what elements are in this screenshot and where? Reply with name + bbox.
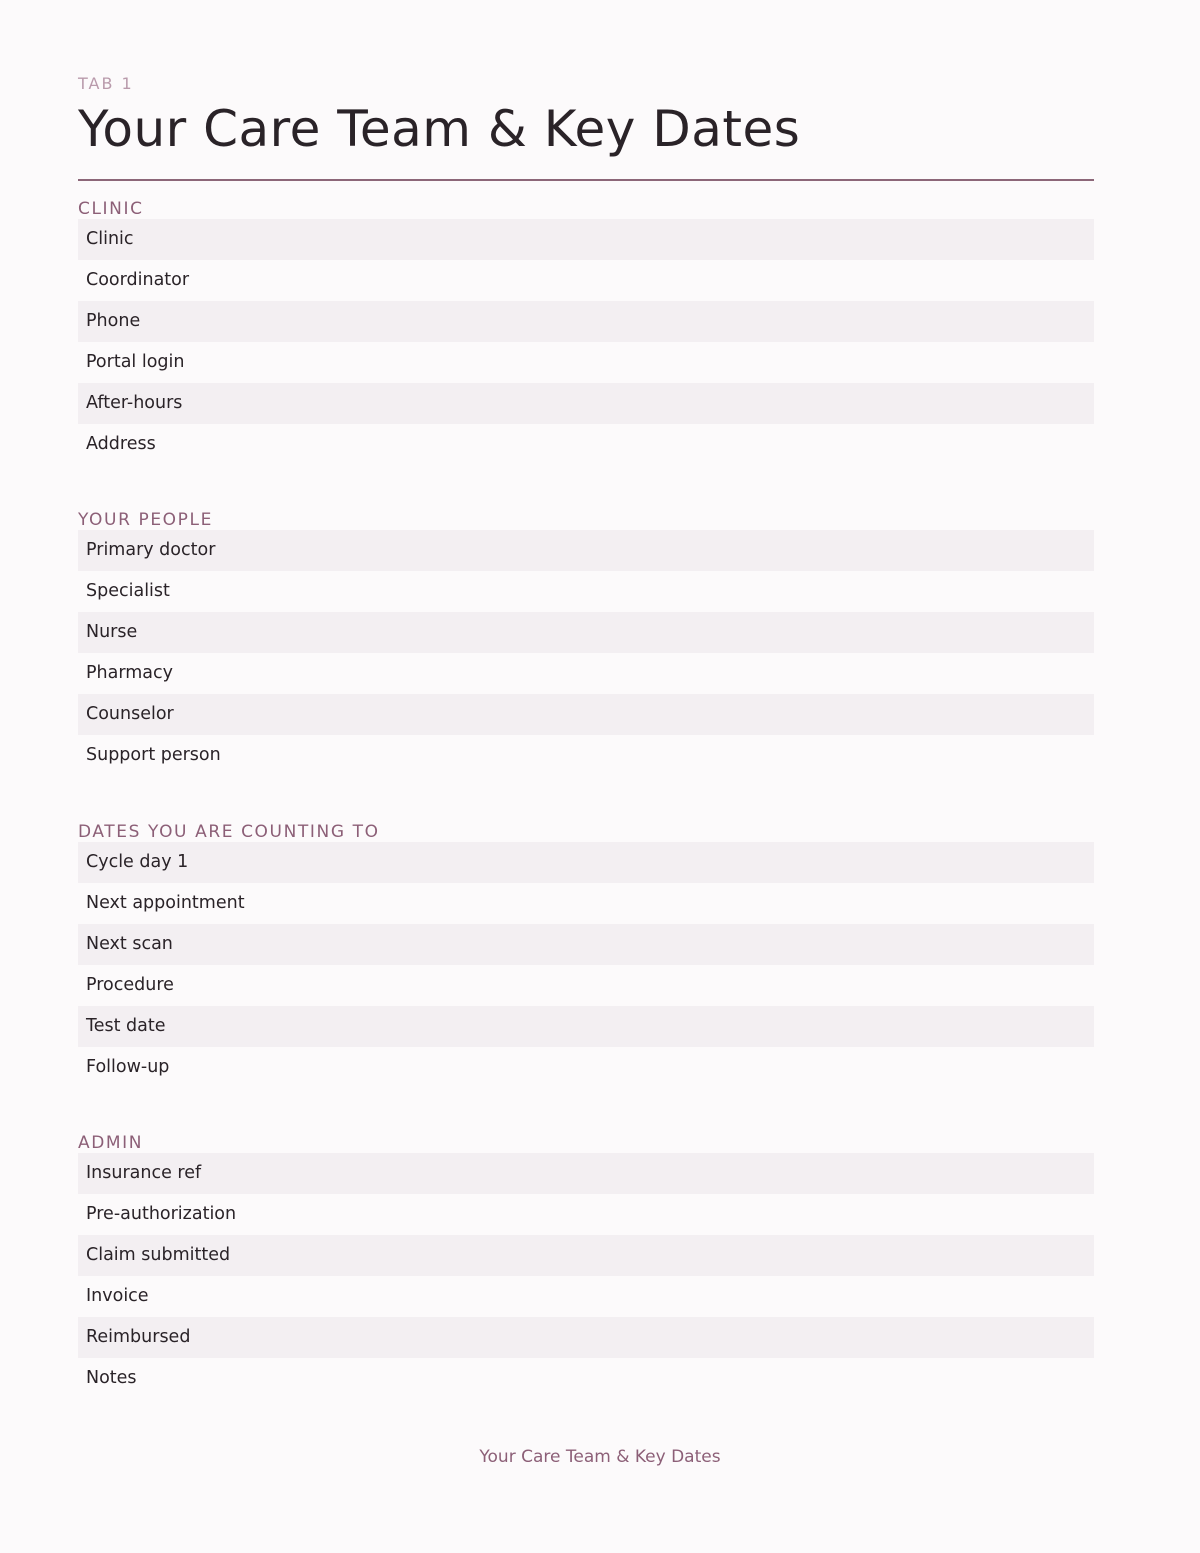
section-heading: YOUR PEOPLE <box>78 510 213 530</box>
page-title: Your Care Team & Key Dates <box>78 100 801 158</box>
form-row[interactable]: Cycle day 1 <box>78 842 1094 883</box>
page-footer: Your Care Team & Key Dates <box>479 1447 721 1467</box>
section-heading: DATES YOU ARE COUNTING TO <box>78 822 380 842</box>
form-row[interactable]: Follow-up <box>86 1057 170 1077</box>
form-row[interactable]: Test date <box>78 1006 1094 1047</box>
form-row[interactable]: Next appointment <box>86 893 245 913</box>
form-row[interactable]: Procedure <box>86 975 174 995</box>
form-row[interactable]: Pharmacy <box>86 663 174 683</box>
form-row[interactable]: After-hours <box>78 383 1094 424</box>
tab-label: TAB 1 <box>78 74 134 93</box>
form-row[interactable]: Clinic <box>78 219 1094 260</box>
section-heading: ADMIN <box>78 1133 144 1153</box>
form-row[interactable]: Invoice <box>86 1286 149 1306</box>
form-row[interactable]: Specialist <box>86 581 170 601</box>
form-row[interactable]: Phone <box>78 301 1094 342</box>
title-divider <box>78 179 1094 181</box>
form-row[interactable]: Claim submitted <box>78 1235 1094 1276</box>
form-row[interactable]: Portal login <box>86 352 185 372</box>
form-row[interactable]: Address <box>86 434 156 454</box>
form-row[interactable]: Coordinator <box>86 270 190 290</box>
section-dates <box>78 822 1094 1088</box>
section-your-people <box>78 510 1094 776</box>
form-row[interactable]: Reimbursed <box>78 1317 1094 1358</box>
form-row[interactable]: Pre-authorization <box>86 1204 237 1224</box>
form-row[interactable]: Counselor <box>78 694 1094 735</box>
form-row[interactable]: Support person <box>86 745 221 765</box>
form-row[interactable]: Primary doctor <box>78 530 1094 571</box>
form-row[interactable]: Insurance ref <box>78 1153 1094 1194</box>
section-heading: CLINIC <box>78 199 144 219</box>
form-row[interactable]: Notes <box>86 1368 137 1388</box>
section-clinic <box>78 199 1094 465</box>
section-admin <box>78 1133 1094 1399</box>
form-row[interactable]: Nurse <box>78 612 1094 653</box>
form-row[interactable]: Next scan <box>78 924 1094 965</box>
